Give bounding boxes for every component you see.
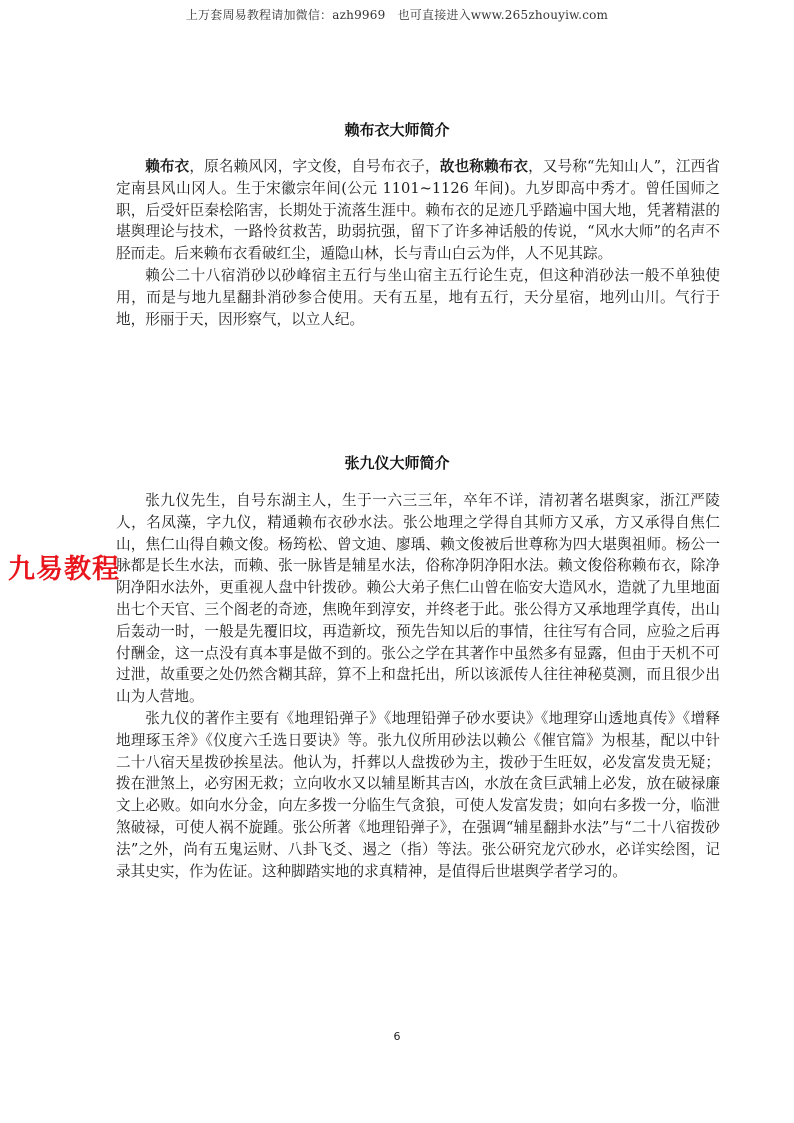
paragraph: 张九仪先生，自号东湖主人，生于一六三三年，卒年不详，清初著名堪舆家，浙江严陵人，名凤藻，字九仪，精通赖布衣砂水法。张公地理之学得自其师方又承，方又承得自焦仁山，焦仁山得自赖文俊。杨筠松、曾文迪、廖瑀、赖文俊被后世尊称为四大堪舆祖师。杨公一脉都是长生水法，而赖、张一脉皆是辅星水法，俗称净阴净阳水法。赖文俊俗称赖布衣，除净阴净阳水法外，更重视人盘中针拨砂。赖公大弟子焦仁山曾在临安大造风水，造就了九里地面出七个天官、三个阁老的奇迹，焦晚年到淳安，并终老于此。张公得方又承地理学真传，出山后轰动一时，一般是先覆旧坟，再造新坟，预先告知以后的事情，往往写有合同，应验之后再付酬金，这一点没有真本事是做不到的。张公之学在其著作中虽然多有显露，但由于天机不可过泄，故重要之处仍然含糊其辞，算不上和盘托出，所以该派传人往往神秘莫测，而且很少出山为人营地。 <box>116 492 720 706</box>
page-number: 6 <box>393 1030 401 1043</box>
header-banner: 上万套周易教程请加微信：azh9969 也可直接进入www.265zhouyiw.com <box>185 8 609 22</box>
paragraph-text: ，又号称“先知山人”，江西省定南县风山冈人。生于宋徽宗年间(公元 1101~1126 年间)。九岁即高中秀才。曾任国师之职，后受奸臣秦桧陷害，长期处于流落生涯中。赖布衣的足迹几乎踏遍中国大地，凭著精湛的堪舆理论与技术，一路怜贫救苦，助弱抗强，留下了许多神话般的传说，“风水大师”的名声不胫而走。后来赖布衣看破红尘，遁隐山林，长与青山白云为伴，人不见其踪。 <box>116 158 720 263</box>
paragraph-text: ，原名赖风冈，字文俊，自号布衣子， <box>189 158 440 175</box>
section-body-zhang-jiuyi <box>116 490 720 882</box>
paragraph: 赖公二十八宿消砂以砂峰宿主五行与坐山宿主五行论生克，但这种消砂法一般不单独使用，而是与地九星翻卦消砂参合使用。天有五星，地有五行，天分星宿，地列山川。气行于地，形丽于天，因形察气，以立人纪。 <box>116 266 720 328</box>
bold-phrase: 故也称赖布衣 <box>439 158 529 175</box>
section-title-lai-buyi: 赖布衣大师简介 <box>344 121 450 139</box>
watermark-logo: 九易教程 <box>8 554 120 585</box>
section-body-lai-buyi <box>116 156 720 330</box>
bold-name: 赖布衣 <box>145 158 190 175</box>
paragraph: 张九仪的著作主要有《地理铅弹子》《地理铅弹子砂水要诀》《地理穿山透地真传》《增释地理琢玉斧》《仪度六壬选日要诀》等。张九仪所用砂法以赖公《催官篇》为根基，配以中针二十八宿天星拨砂挨星法。他认为，扦葬以人盘拨砂为主，拨砂于生旺奴，必发富发贵无疑；拨在泄煞上，必穷困无救；立向收水又以辅星断其吉凶，水放在贪巨武辅上必发，放在破禄廉文上必败。如向水分金，向左多拨一分临生气贪狼，可使人发富发贵；如向右多拨一分，临泄煞破禄，可使人祸不旋踵。张公所著《地理铅弹子》，在强调“辅星翻卦水法”与“二十八宿拨砂法”之外，尚有五鬼运财、八卦飞爻、遏之（指）等法。张公研究龙穴砂水，必详实绘图，记录其史实，作为佐证。这种脚踏实地的求真精神，是值得后世堪舆学者学习的。 <box>116 709 720 880</box>
section-title-zhang-jiuyi: 张九仪大师简介 <box>344 454 450 472</box>
paragraph <box>116 156 720 265</box>
